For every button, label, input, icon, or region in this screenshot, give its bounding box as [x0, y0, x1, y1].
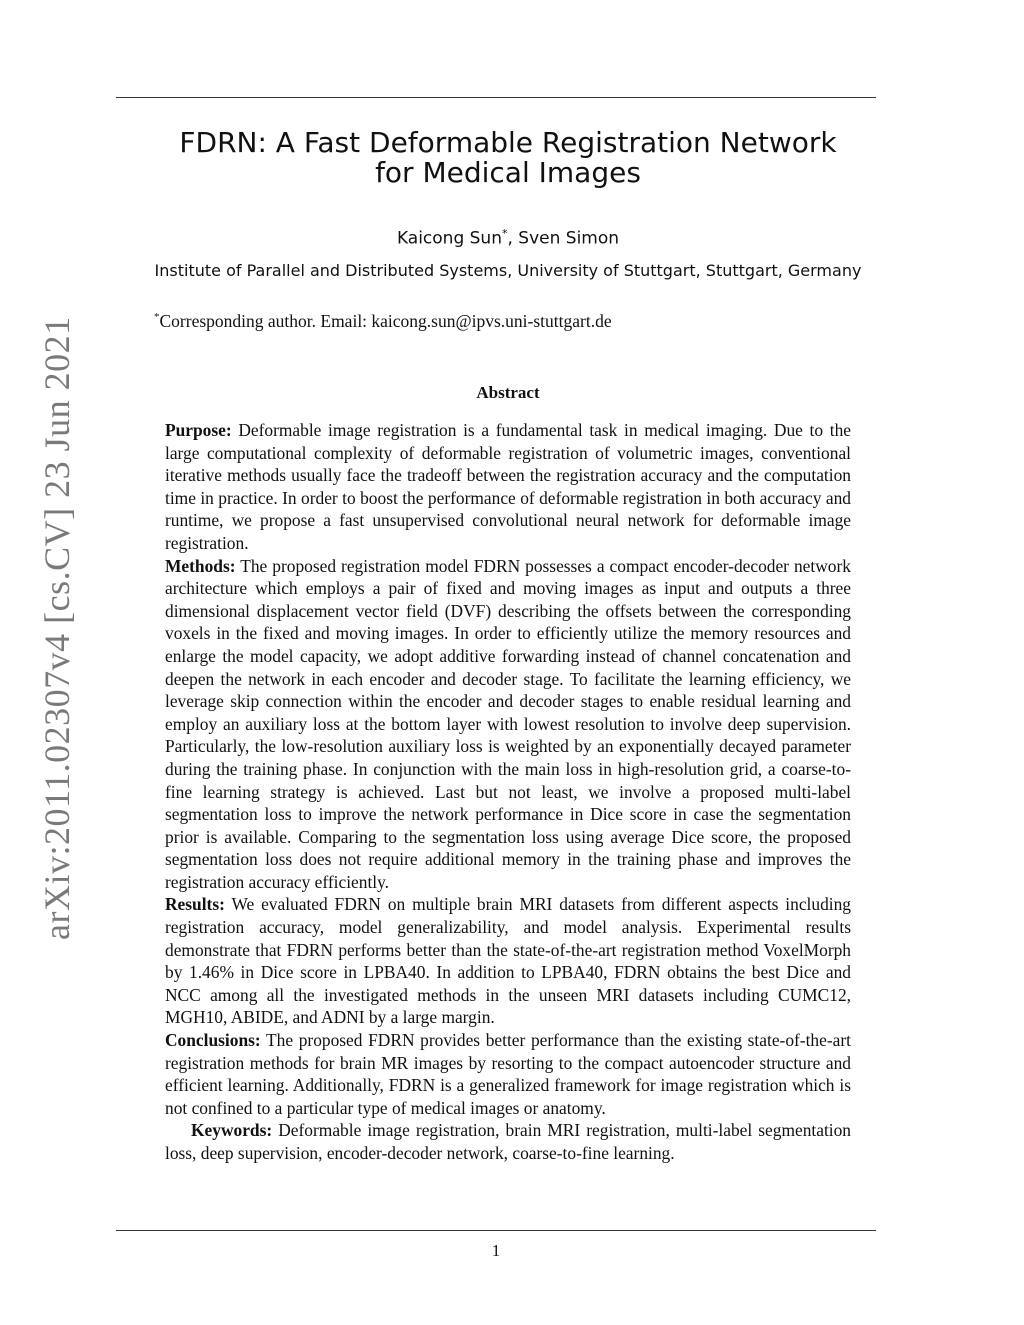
corresponding-mark: *	[501, 227, 508, 240]
title-line-1: FDRN: A Fast Deformable Registration Network	[179, 126, 837, 159]
conclusions-label: Conclusions:	[165, 1030, 261, 1051]
author-separator: ,	[507, 228, 519, 249]
purpose-label: Purpose:	[165, 420, 232, 440]
top-rule	[116, 97, 876, 98]
paper-title	[116, 128, 900, 188]
methods-label: Methods:	[165, 555, 236, 576]
keywords	[165, 1119, 851, 1164]
abstract-purpose	[165, 419, 851, 555]
abstract-results	[165, 893, 851, 1029]
methods-text: The proposed registration model FDRN possesses a compact encoder-decoder network architecture which employs a pair of fixed and moving images as input and outputs a three dimensional displacement vector field (DVF) describing the offsets between the corresponding voxels in the fixed and moving images. In order to efficiently utilize the memory resources and enlarge the model capacity, we adopt additive forwarding instead of channel concatenation and deepen the network in each encoder and decoder stage. To facilitate the learning efficiency, we leverage skip connection within the encoder and decoder stages to enable residual learning and employ an auxiliary loss at the bottom layer with lowest resolution to involve deep supervision. Particularly, the low-resolution auxiliary loss is weighted by an exponentially decayed parameter during the training phase. In conjunction with the main loss in high-resolution grid, a coarse-to-fine learning strategy is achieved. Last but not least, we involve a proposed multi-label segmentation loss to improve the network performance in Dice score in case the segmentation prior is available. Comparing to the segmentation loss using average Dice score, the proposed segmentation loss does not require additional memory in the training phase and improves the registration accuracy efficiently.	[165, 555, 851, 892]
corresponding-mark: *	[154, 311, 160, 324]
abstract-body	[165, 419, 851, 1165]
author-name: Kaicong Sun	[396, 228, 502, 249]
abstract-heading: Abstract	[476, 383, 540, 402]
keywords-label: Keywords:	[191, 1120, 273, 1141]
author-list	[116, 227, 900, 249]
purpose-text: Deformable image registration is a fundamental task in medical imaging. Due to the large computational complexity of deformable registration of volumetric images, conventional iterative methods usually face the tradeoff between the registration accuracy and the computation time in practice. In order to boost the performance of deformable registration in both accuracy and runtime, we propose a fast unsupervised convolutional neural network for deformable image registration.	[165, 420, 851, 553]
abstract-methods	[165, 555, 851, 894]
keywords-text: Deformable image registration, brain MRI registration, multi-label segmentation loss, deep supervision, encoder-decoder network, coarse-to-fine learning.	[165, 1120, 851, 1163]
corresponding-text: Corresponding author. Email: kaicong.sun@ipvs.uni-stuttgart.de	[159, 311, 612, 331]
title-line-2: for Medical Images	[375, 156, 641, 189]
abstract-conclusions	[165, 1029, 851, 1119]
author-name: Sven Simon	[518, 228, 620, 249]
affiliation: Institute of Parallel and Distributed Systems, University of Stuttgart, Stuttgart, Germany	[154, 261, 862, 280]
page-number: 1	[491, 1241, 501, 1260]
arxiv-identifier: arXiv:2011.02307v4 [cs.CV] 23 Jun 2021	[37, 316, 77, 940]
results-label: Results:	[165, 894, 225, 915]
bottom-rule	[116, 1230, 876, 1231]
corresponding-author-note	[154, 311, 612, 332]
results-text: We evaluated FDRN on multiple brain MRI datasets from different aspects including registration accuracy, model generalizability, and model analysis. Experimental results demonstrate that FDRN performs better than the state-of-the-art registration method VoxelMorph by 1.46% in Dice score in LPBA40. In addition to LPBA40, FDRN obtains the best Dice and NCC among all the investigated methods in the unseen MRI datasets including CUMC12, MGH10, ABIDE, and ADNI by a large margin.	[165, 894, 851, 1028]
conclusions-text: The proposed FDRN provides better performance than the existing state-of-the-art registration methods for brain MR images by resorting to the compact autoencoder structure and efficient learning. Additionally, FDRN is a generalized framework for image registration which is not confined to a particular type of medical images or anatomy.	[165, 1030, 851, 1118]
